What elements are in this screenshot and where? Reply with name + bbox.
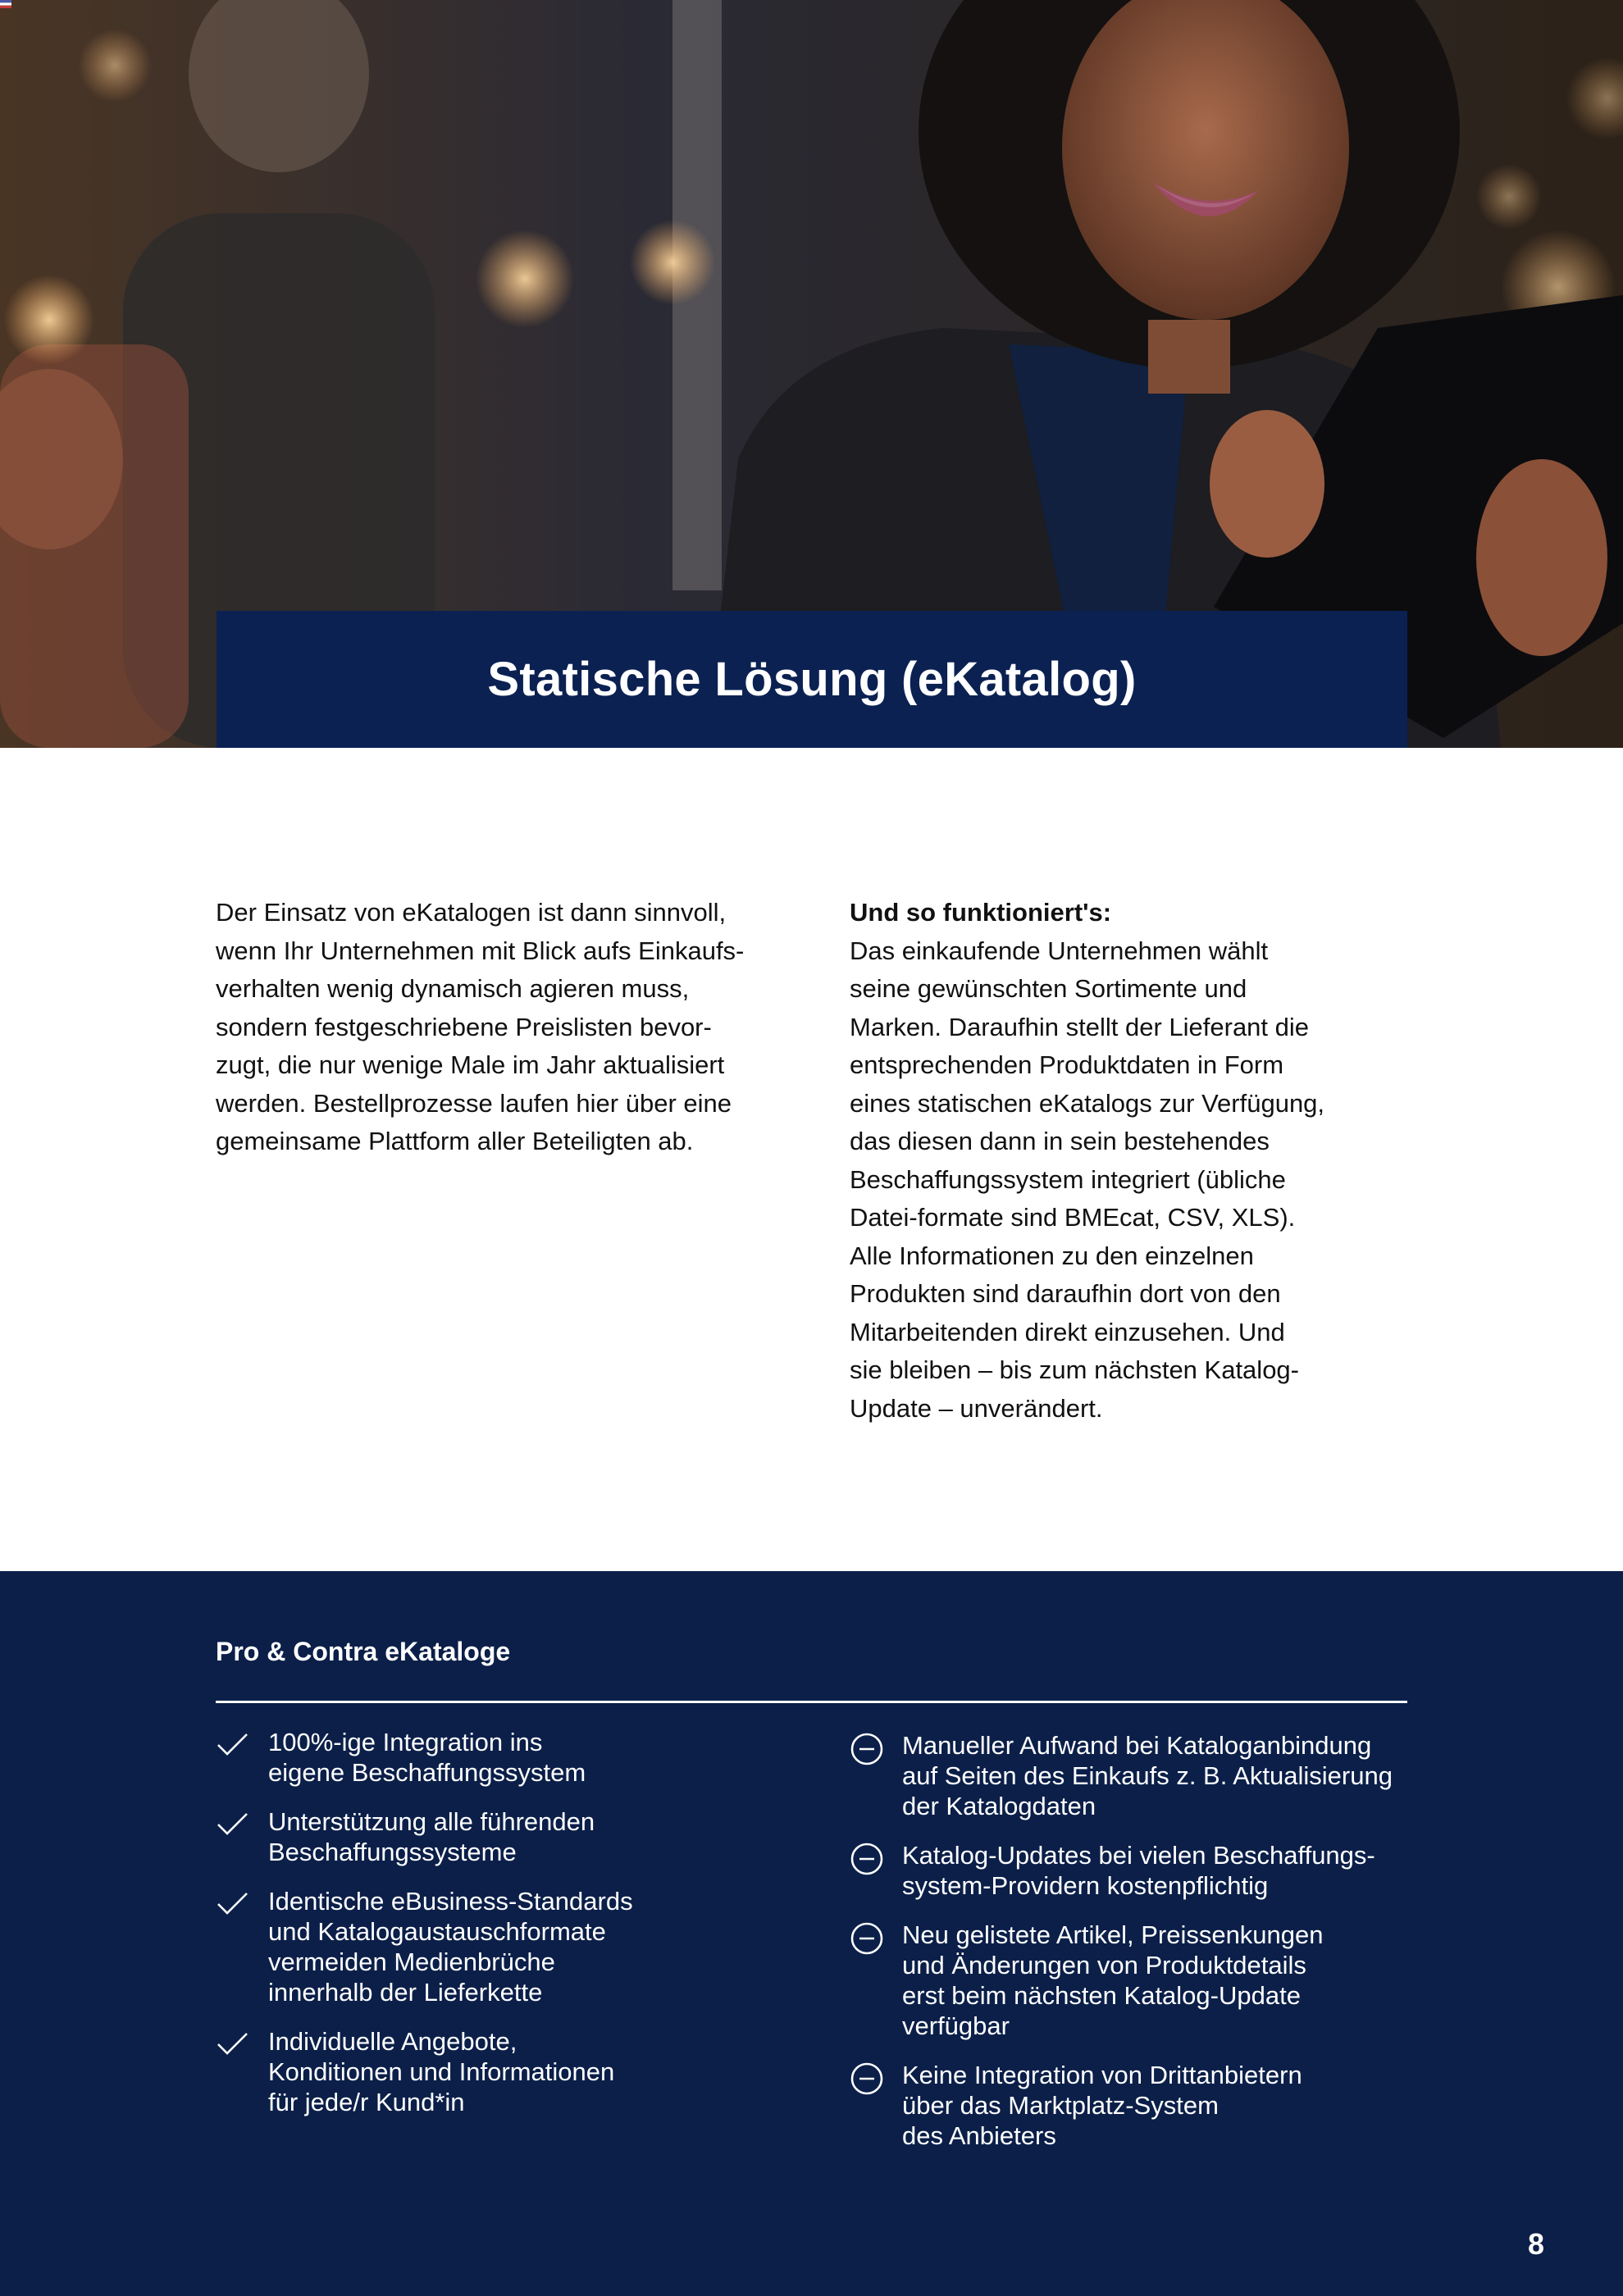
how-it-works-line: Update – unverändert. xyxy=(850,1393,1103,1423)
pro-item-line: 100%-ige Integration ins xyxy=(268,1728,543,1756)
con-item xyxy=(850,2060,1416,2151)
intro-line: werden. Bestellprozesse laufen hier über eine xyxy=(216,1088,732,1118)
con-item-line: und Änderungen von Produktdetails xyxy=(902,1951,1306,1979)
pro-item-line: vermeiden Medienbrüche xyxy=(268,1947,555,1976)
how-it-works-heading: Und so funktioniert's: xyxy=(850,898,1112,927)
minus-circle-icon xyxy=(850,1921,884,1956)
how-it-works-line: seine gewünschten Sortimente und xyxy=(850,974,1247,1003)
intro-line: verhalten wenig dynamisch agieren muss, xyxy=(216,974,690,1003)
checkmark-icon xyxy=(216,2028,250,2062)
intro-line: sondern festgeschriebene Preislisten bevor- xyxy=(216,1012,712,1041)
checkmark-icon xyxy=(216,1888,250,1922)
con-list xyxy=(850,1730,1416,2170)
con-item xyxy=(850,1840,1416,1901)
pro-item-line: und Katalogaustauschformate xyxy=(268,1917,606,1946)
how-it-works-column xyxy=(850,894,1407,1428)
page-number: 8 xyxy=(1527,2227,1544,2261)
con-item-line: auf Seiten des Einkaufs z. B. Aktualisierung xyxy=(902,1761,1393,1790)
how-it-works-line: Beschaffungssystem integriert (übliche xyxy=(850,1164,1286,1194)
con-item-line: der Katalogdaten xyxy=(902,1792,1096,1820)
con-item-line: des Anbieters xyxy=(902,2121,1056,2150)
pro-item xyxy=(216,2026,724,2117)
pro-contra-heading: Pro & Contra eKataloge xyxy=(216,1637,511,1666)
pro-item-line: Individuelle Angebote, xyxy=(268,2027,517,2056)
how-it-works-line: Das einkaufende Unternehmen wählt xyxy=(850,936,1269,965)
how-it-works-line: Datei-formate sind BMEcat, CSV, XLS). xyxy=(850,1203,1296,1232)
checkmark-icon xyxy=(216,1729,250,1763)
how-it-works-line: Mitarbeitenden direkt einzusehen. Und xyxy=(850,1317,1285,1346)
pro-item xyxy=(216,1727,724,1788)
intro-column xyxy=(216,894,790,1161)
intro-line: zugt, die nur wenige Male im Jahr aktualisiert xyxy=(216,1050,725,1079)
how-it-works-line: das diesen dann in sein bestehendes xyxy=(850,1127,1270,1155)
con-item-line: Keine Integration von Drittanbietern xyxy=(902,2061,1302,2089)
con-item xyxy=(850,1730,1416,1821)
pro-item xyxy=(216,1886,724,2007)
how-it-works-line: Produkten sind daraufhin dort von den xyxy=(850,1279,1281,1308)
pro-item-line: innerhalb der Lieferkette xyxy=(268,1978,543,2007)
title-banner xyxy=(217,611,1407,748)
con-item-line: Manueller Aufwand bei Kataloganbindung xyxy=(902,1731,1372,1760)
pro-item xyxy=(216,1806,724,1867)
con-item-line: Katalog-Updates bei vielen Beschaffungs- xyxy=(902,1841,1375,1870)
checkmark-icon xyxy=(216,1808,250,1843)
con-item-line: system-Providern kostenpflichtig xyxy=(902,1871,1269,1900)
pro-item-line: eigene Beschaffungssystem xyxy=(268,1758,586,1787)
pro-contra-section xyxy=(0,1571,1623,2296)
minus-circle-icon xyxy=(850,2061,884,2096)
minus-circle-icon xyxy=(850,1732,884,1766)
pro-item-line: Unterstützung alle führenden xyxy=(268,1807,595,1836)
divider xyxy=(216,1701,1407,1703)
intro-line: Der Einsatz von eKatalogen ist dann sinnvoll, xyxy=(216,898,727,927)
how-it-works-line: entsprechenden Produktdaten in Form xyxy=(850,1050,1284,1079)
con-item-line: verfügbar xyxy=(902,2011,1010,2040)
how-it-works-line: sie bleiben – bis zum nächsten Katalog- xyxy=(850,1355,1299,1384)
pro-item-line: für jede/r Kund*in xyxy=(268,2088,465,2116)
pro-item-line: Beschaffungssysteme xyxy=(268,1838,517,1866)
intro-line: gemeinsame Plattform aller Beteiligten ab. xyxy=(216,1127,694,1155)
page-title: Statische Lösung (eKatalog) xyxy=(487,653,1137,706)
con-item-line: erst beim nächsten Katalog-Update xyxy=(902,1981,1301,2010)
con-item-line: über das Marktplatz-System xyxy=(902,2091,1219,2120)
flag-icon xyxy=(0,0,11,8)
pro-list xyxy=(216,1727,724,2136)
how-it-works-line: Marken. Daraufhin stellt der Lieferant die xyxy=(850,1012,1310,1041)
pro-item-line: Konditionen und Informationen xyxy=(268,2057,615,2086)
con-item-line: Neu gelistete Artikel, Preissenkungen xyxy=(902,1920,1324,1949)
how-it-works-line: Alle Informationen zu den einzelnen xyxy=(850,1241,1254,1270)
pro-item-line: Identische eBusiness-Standards xyxy=(268,1887,633,1916)
how-it-works-line: eines statischen eKatalogs zur Verfügung, xyxy=(850,1088,1325,1118)
intro-line: wenn Ihr Unternehmen mit Blick aufs Einkaufs- xyxy=(216,936,745,965)
minus-circle-icon xyxy=(850,1842,884,1876)
con-item xyxy=(850,1920,1416,2041)
